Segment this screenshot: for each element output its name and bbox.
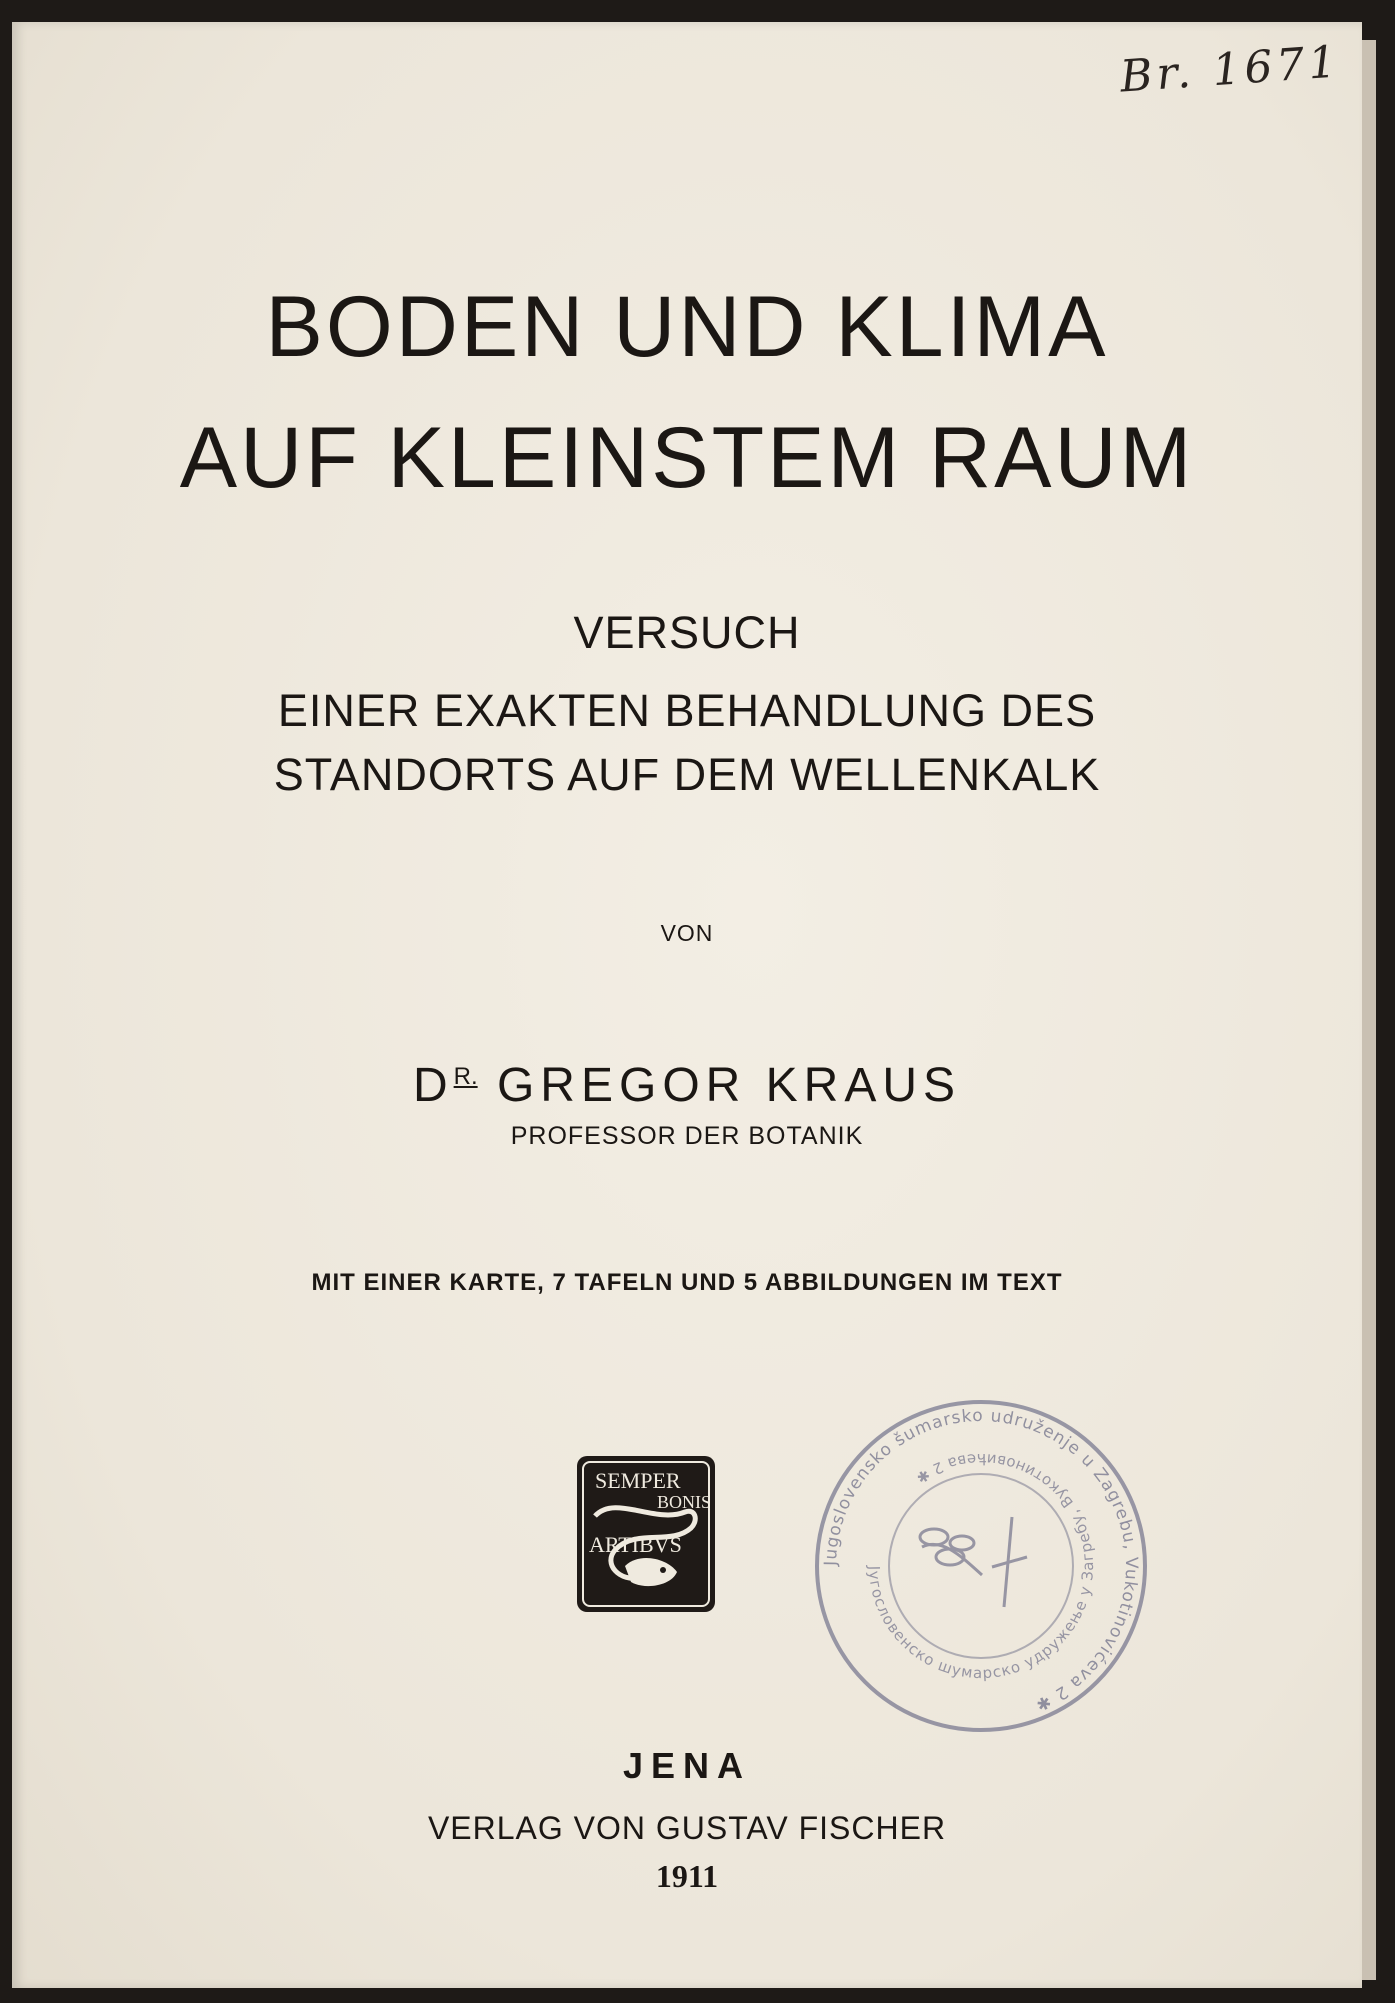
imprint-publisher: VERLAG VON GUSTAV FISCHER xyxy=(427,1810,947,1846)
title-page xyxy=(12,22,1362,1988)
svg-text:Jugoslovensko šumarsko udružen: Jugoslovensko šumarsko udruženje u Zagrebu, Vukotinovićeva 2 ✱ xyxy=(820,1405,1142,1715)
title-line-2: AUF KLEINSTEM RAUM xyxy=(179,410,1195,506)
svg-text:BONIS: BONIS xyxy=(657,1492,712,1512)
library-stamp xyxy=(812,1397,1150,1735)
logo-motto: SEMPER xyxy=(595,1468,681,1493)
author-line xyxy=(12,1059,1362,1112)
by-label: VON xyxy=(660,920,714,946)
title-line-1: BODEN UND KLIMA xyxy=(265,279,1109,375)
author-profession: PROFESSOR DER BOTANIK xyxy=(510,1122,864,1150)
author-name: GREGOR KRAUS xyxy=(496,1059,962,1112)
author-prefix: D xyxy=(412,1059,454,1112)
author-prefix-sup: R. xyxy=(453,1063,478,1090)
subtitle-line-3: STANDORTS AUF DEM WELLENKALK xyxy=(273,749,1101,800)
subtitle-line-1: VERSUCH xyxy=(573,607,801,658)
svg-text:Југословенско шумарско удружењ: Југословенско шумарско удружење у Загребу, Вукотиновићева 2 ✱ xyxy=(864,1449,1098,1683)
publisher-logo xyxy=(575,1454,717,1614)
subtitle-line-2: EINER EXAKTEN BEHANDLUNG DES xyxy=(277,685,1097,736)
contents-note: MIT EINER KARTE, 7 TAFELN UND 5 ABBILDUNGEN IM TEXT xyxy=(311,1269,1063,1296)
imprint-city: JENA xyxy=(622,1745,752,1786)
imprint-year: 1911 xyxy=(655,1858,719,1894)
svg-text:ARTIBVS: ARTIBVS xyxy=(589,1532,682,1557)
shelfmark-handwritten: Br. 1671 xyxy=(1118,36,1342,103)
page-edge xyxy=(1362,40,1376,1980)
